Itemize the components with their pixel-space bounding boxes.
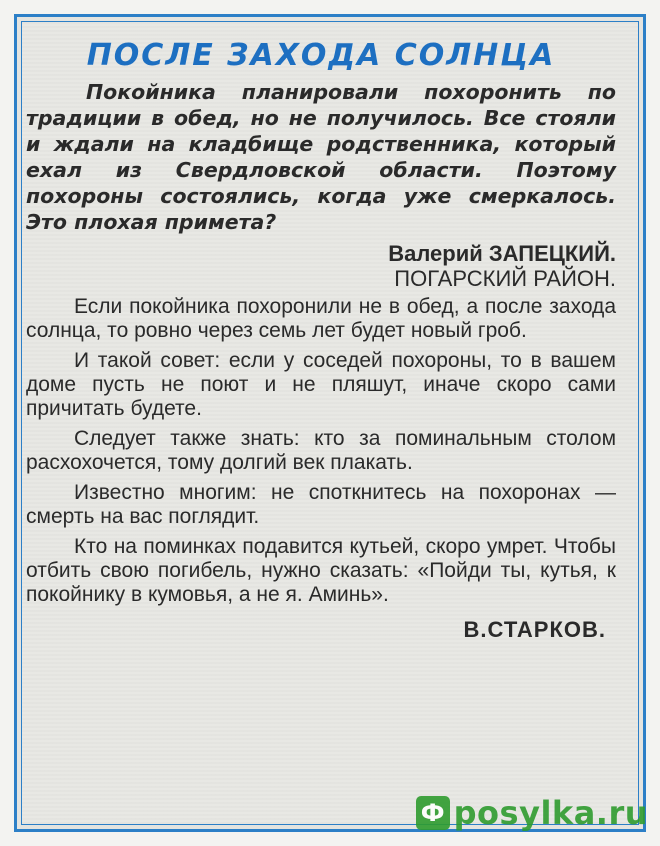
article-title: ПОСЛЕ ЗАХОДА СОЛНЦА <box>86 38 556 73</box>
answer-paragraph: Следует также знать: кто за поминальным столом расхохочется, тому долгий век плакать. <box>26 427 616 474</box>
author-place: ПОГАРСКИЙ РАЙОН. <box>394 266 616 291</box>
answer-paragraph: Известно многим: не споткнитесь на похоронах — смерть на вас поглядит. <box>26 481 616 528</box>
article-content <box>26 34 616 647</box>
author-name: Валерий ЗАПЕЦКИЙ. <box>388 241 616 266</box>
author-block <box>26 241 616 291</box>
signature: В.СТАРКОВ. <box>463 617 606 642</box>
reader-question: Покойника планировали похоронить по традиции в обед, но не получилось. Все стояли и ждали на кладбище родственника, который ехал из Свердловской области. Поэтому похороны состоялись, когда уже смеркалось. Это плохая примета? <box>26 80 616 234</box>
answer-body <box>26 295 616 607</box>
answer-paragraph: Если покойника похоронили не в обед, а после захода солнца, то ровно через семь лет будет новый гроб. <box>26 295 616 342</box>
answer-paragraph: Кто на поминках подавится кутьей, скоро умрет. Чтобы отбить свою погибель, нужно сказать: «Пойди ты, кутья, к покойнику в кумовья, а не я. Аминь». <box>26 535 616 606</box>
answer-paragraph: И такой совет: если у соседей похороны, то в вашем доме пусть не поют и не пляшут, иначе скоро сами причитать будете. <box>26 349 616 420</box>
watermark-logo-icon: Ф <box>416 796 450 830</box>
watermark <box>416 794 648 832</box>
signature-row <box>26 613 616 647</box>
watermark-text: posylka.ru <box>453 794 648 832</box>
